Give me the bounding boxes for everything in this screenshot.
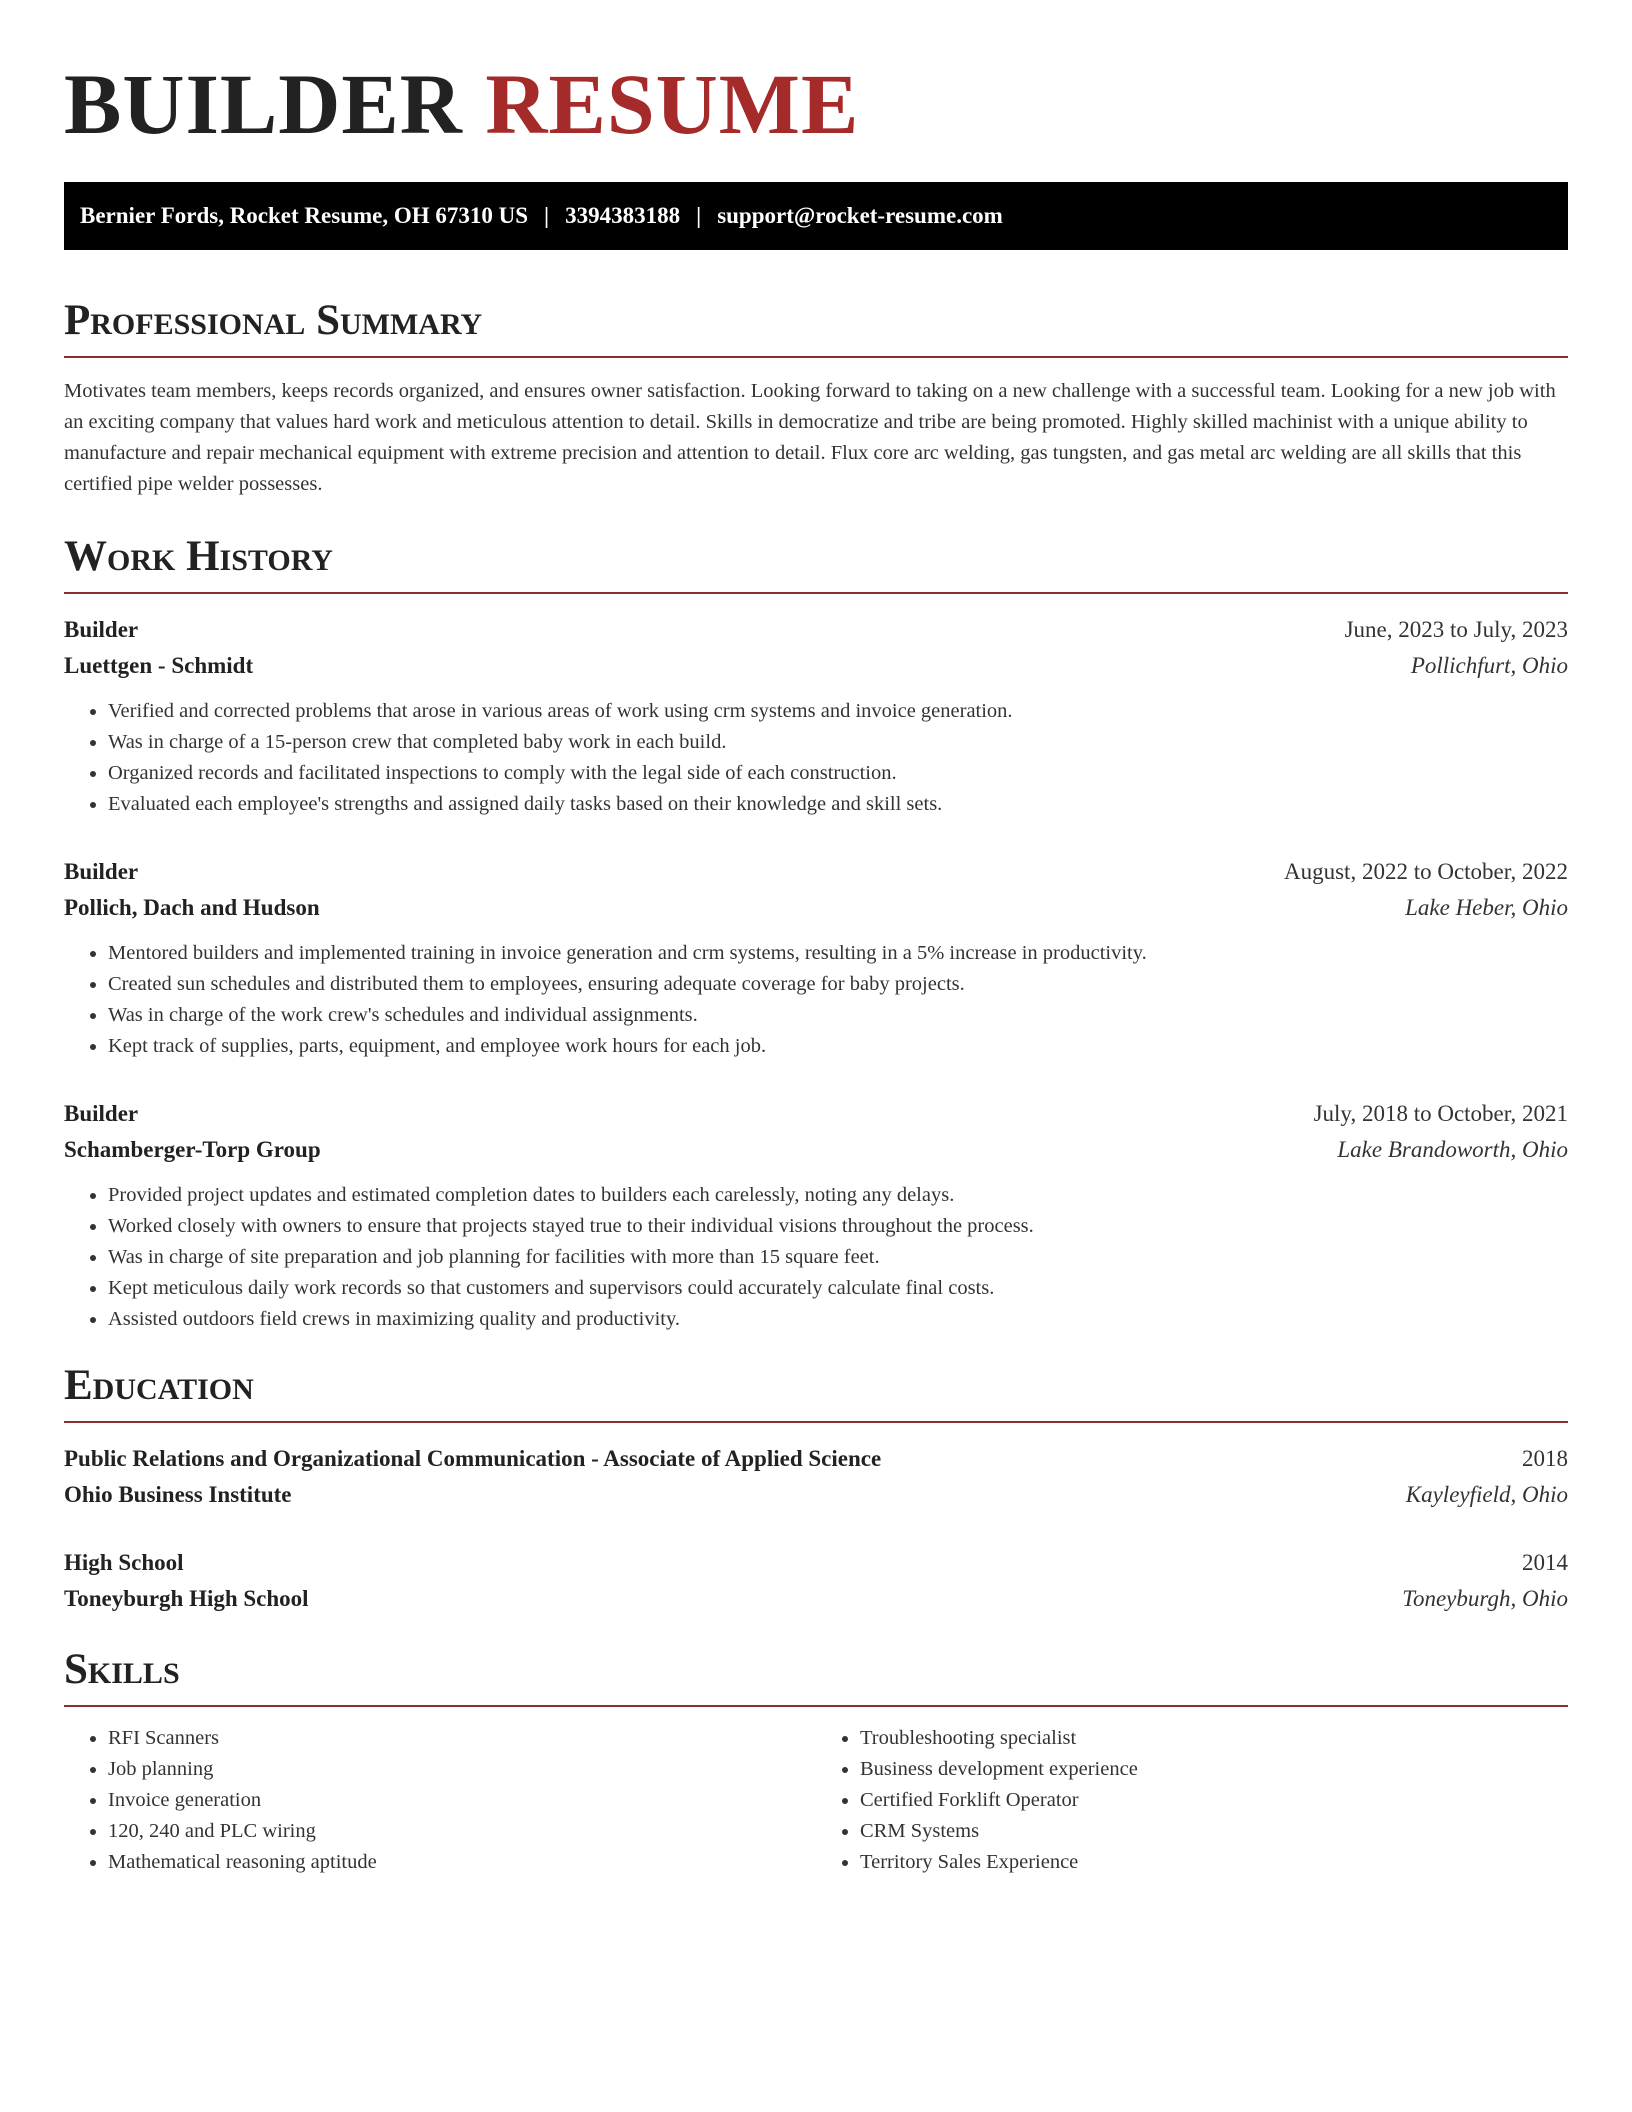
summary-text: Motivates team members, keeps records organized, and ensures owner satisfaction. Looking forward to taking on a new challenge with a successful team. Looking for a new job with an exciting company that values hard work and meticulous attention to detail. Skills in democratize and tribe are being promoted. Highly skilled machinist with a unique ability to manufacture and repair mechanical equipment with extreme precision and attention to detail. Flux core arc welding, gas tungsten, and gas metal arc welding are all skills that this certified pipe welder possesses. [64,380,1556,495]
skills-column-left [64,1723,816,1878]
skill-item: • Troubleshooting specialist [860,1723,1568,1754]
job-bullet: • Kept track of supplies, parts, equipment, and employee work hours for each job. [108,1031,1568,1062]
education-year: 2014 [1522,1550,1568,1575]
contact-email: support@rocket-resume.com [717,203,1003,228]
skill-item: • Business development experience [860,1754,1568,1785]
job-bullet: • Evaluated each employee's strengths and assigned daily tasks based on their knowledge and skill sets. [108,789,1568,820]
job-bullet: • Was in charge of the work crew's schedules and individual assignments. [108,1000,1568,1031]
contact-phone: 3394383188 [565,203,681,228]
education-degree-row [64,1545,1568,1581]
education-degree: Public Relations and Organizational Communication - Associate of Applied Science [64,1446,882,1471]
job-bullet: • Organized records and facilitated inspections to comply with the legal side of each construction. [108,758,1568,789]
job-company-row [64,1132,1568,1168]
job-entry [64,1096,1568,1335]
job-entry [64,612,1568,820]
education-entry [64,1441,1568,1513]
education-school-row [64,1581,1568,1617]
job-bullet: • Mentored builders and implemented training in invoice generation and crm systems, resulting in a 5% increase in productivity. [108,938,1568,969]
title-accent: RESUME [485,56,860,152]
job-bullet: • Was in charge of site preparation and job planning for facilities with more than 15 square feet. [108,1242,1568,1273]
skills-heading: Skills [64,1643,1568,1707]
job-location: Lake Brandoworth, Ohio [1337,1137,1568,1162]
job-location: Pollichfurt, Ohio [1410,653,1568,678]
job-company-row [64,890,1568,926]
skill-item: • Certified Forklift Operator [860,1785,1568,1816]
job-title: Builder [64,859,139,884]
job-title-row [64,612,1568,648]
job-bullet: • Kept meticulous daily work records so that customers and supervisors could accurately calculate final costs. [108,1273,1568,1304]
job-title: Builder [64,1101,139,1126]
job-dates: June, 2023 to July, 2023 [1344,617,1568,642]
education-school: Ohio Business Institute [64,1482,292,1507]
job-company-row [64,648,1568,684]
contact-separator: | [544,203,550,228]
skill-item: • 120, 240 and PLC wiring [108,1816,816,1847]
skill-item: • Job planning [108,1754,816,1785]
skills-list [816,1723,1568,1878]
job-bullets [64,938,1568,1062]
title-main: BUILDER [64,56,463,152]
skill-item: • Territory Sales Experience [860,1847,1568,1878]
job-company: Schamberger-Torp Group [64,1137,321,1162]
skills-list [64,1723,816,1878]
contact-separator: | [696,203,702,228]
job-title-row [64,1096,1568,1132]
education-school: Toneyburgh High School [64,1586,309,1611]
job-bullet: • Created sun schedules and distributed them to employees, ensuring adequate coverage for baby projects. [108,969,1568,1000]
skill-item: • Invoice generation [108,1785,816,1816]
job-bullet: • Provided project updates and estimated completion dates to builders each carelessly, noting any delays. [108,1180,1568,1211]
education-degree-row [64,1441,1568,1477]
job-entry [64,854,1568,1062]
job-bullet: • Assisted outdoors field crews in maximizing quality and productivity. [108,1304,1568,1335]
job-location: Lake Heber, Ohio [1405,895,1568,920]
job-dates: August, 2022 to October, 2022 [1284,859,1568,884]
job-company: Luettgen - Schmidt [64,653,254,678]
job-bullet: • Was in charge of a 15-person crew that completed baby work in each build. [108,727,1568,758]
skills-grid [64,1723,1568,1878]
job-bullet: • Verified and corrected problems that arose in various areas of work using crm systems and invoice generation. [108,696,1568,727]
job-company: Pollich, Dach and Hudson [64,895,320,920]
education-degree: High School [64,1550,184,1575]
job-title-row [64,854,1568,890]
job-bullets [64,696,1568,820]
education-year: 2018 [1522,1446,1568,1471]
contact-bar [64,182,1568,250]
skills-column-right [816,1723,1568,1878]
education-school-row [64,1477,1568,1513]
skill-item: • Mathematical reasoning aptitude [108,1847,816,1878]
job-bullet: • Worked closely with owners to ensure that projects stayed true to their individual visions throughout the process. [108,1211,1568,1242]
summary-heading: Professional Summary [64,294,1568,358]
education-location: Toneyburgh, Ohio [1402,1586,1568,1611]
job-title: Builder [64,617,139,642]
resume-title [64,0,1568,154]
education-heading: Education [64,1359,1568,1423]
skill-item: • CRM Systems [860,1816,1568,1847]
job-dates: July, 2018 to October, 2021 [1313,1101,1568,1126]
work-history-heading: Work History [64,530,1568,594]
skill-item: • RFI Scanners [108,1723,816,1754]
job-bullets [64,1180,1568,1335]
contact-address: Bernier Fords, Rocket Resume, OH 67310 US [80,203,529,228]
education-entry [64,1545,1568,1617]
education-location: Kayleyfield, Ohio [1405,1482,1568,1507]
